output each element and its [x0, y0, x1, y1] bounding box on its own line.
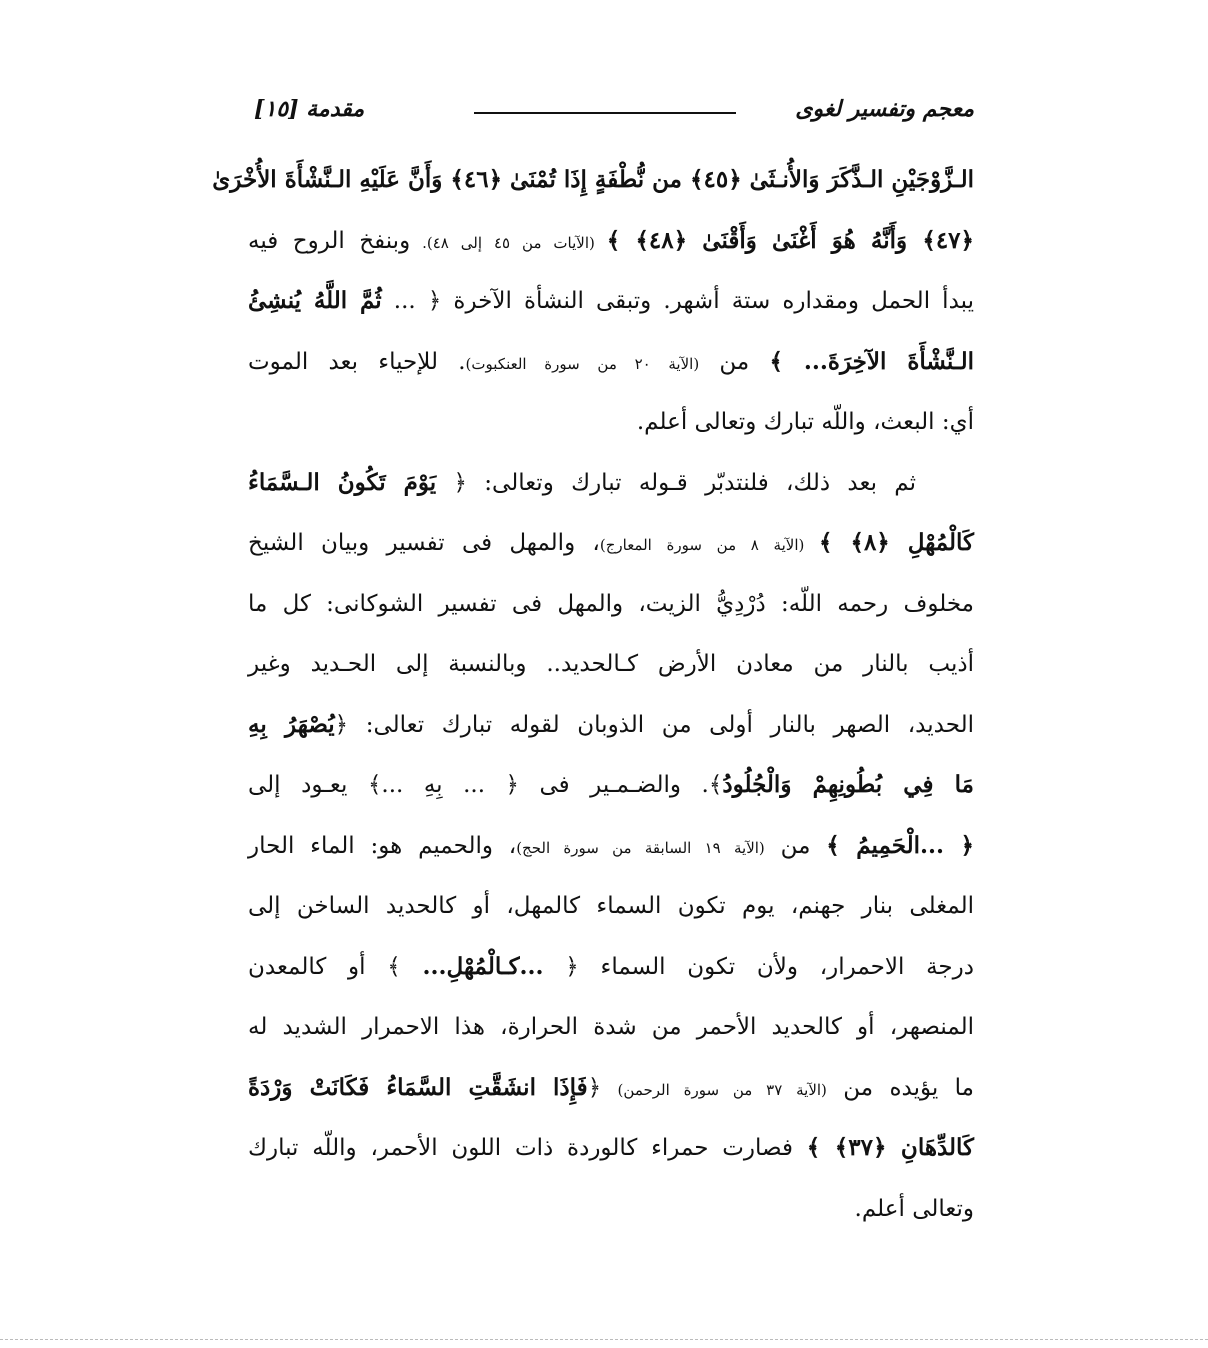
- text-segment: أي: البعث، واللّه تبارك وتعالى أعلم.: [636, 409, 974, 435]
- quran-verse: فَإِذَا انشَقَّتِ السَّمَاءُ فَكَانَتْ وَرْدَةً: [248, 1073, 588, 1101]
- text-line: [248, 1179, 974, 1240]
- quran-verse: يُصْهَرُ بِهِ: [248, 710, 335, 738]
- text-line: [248, 1118, 974, 1179]
- verse-reference: (الآية ٢٠ من سورة العنكبوت): [465, 354, 700, 373]
- text-segment: من: [699, 348, 770, 375]
- running-header: [248, 92, 974, 132]
- text-segment: درجة الاحمرار، ولأن تكون السماء ﴿: [543, 953, 974, 980]
- text-line: [248, 876, 974, 937]
- text-line: [248, 937, 974, 998]
- quran-verse: ثُمَّ اللَّهُ يُنشِئُ: [248, 287, 382, 314]
- verse-reference: (الآية ١٩ السابقة من سورة الحج): [516, 838, 765, 857]
- text-line: [248, 211, 974, 272]
- text-segment: أذيب بالنار من معادن الأرض كـالحديد.. وبالنسبة إلى الحـديد وغير: [248, 651, 974, 677]
- text-segment: المغلى بنار جهنم، يوم تكون السماء كالمهل، أو كالحديد الساخن إلى: [248, 893, 974, 919]
- text-segment: وبنفخ الروح فيه: [248, 227, 411, 254]
- quran-verse: الـزَّوْجَيْنِ الـذَّكَرَ وَالأُنـثَىٰ ﴿٤٥﴾ من نُّطْفَةٍ إِذَا تُمْنَىٰ ﴿٤٦﴾ وَأَنَّ عَلَيْهِ الـنَّشْأَةَ الأُخْرَىٰ: [212, 166, 974, 193]
- book-title: معجم وتفسير لغوى: [795, 96, 974, 122]
- text-line: [248, 574, 974, 635]
- text-segment: ما يؤيده من: [826, 1074, 974, 1101]
- text-segment: يبدأ الحمل ومقداره ستة أشهر. وتبقى النشأة الآخرة ﴿ ...: [381, 288, 974, 314]
- quran-verse: ...كـالْمُهْلِ...: [422, 952, 544, 980]
- text-line: [248, 755, 974, 816]
- text-segment: ، والحميم هو: الماء الحار: [248, 832, 517, 859]
- text-line: [248, 332, 974, 393]
- text-line: [248, 997, 974, 1058]
- quran-verse: كَالْمُهْلِ ﴿٨﴾ ﴾: [819, 529, 974, 556]
- quran-verse: كَالدِّهَانِ ﴿٣٧﴾ ﴾: [806, 1134, 975, 1161]
- text-segment: فصارت حمراء كالوردة ذات اللون الأحمر، واللّه تبارك: [248, 1135, 807, 1161]
- text-segment: ﴾. والضـمـير فى ﴿ ... بِهِ ...﴾ يعـود إلى: [248, 772, 723, 798]
- text-line: [248, 392, 974, 453]
- verse-reference: (الآية ٣٧ من سورة الرحمن): [617, 1080, 827, 1099]
- text-line: [212, 150, 974, 211]
- text-line: [248, 453, 974, 514]
- text-segment: . للإحياء بعد الموت: [248, 348, 466, 375]
- header-rule: [474, 112, 736, 114]
- quran-verse: الـنَّشْأَةَ الآخِرَةَ... ﴾: [769, 347, 974, 375]
- text-line: [248, 634, 974, 695]
- text-segment: المنصهر، أو كالحديد الأحمر من شدة الحرارة، هذا الاحمرار الشديد له: [248, 1014, 974, 1040]
- text-segment: من: [764, 832, 827, 859]
- text-segment: الحديد، الصهر بالنار أولى من الذوبان لقوله تبارك تعالى: ﴿: [334, 711, 974, 738]
- body-text: [212, 150, 975, 1239]
- text-segment: ثم بعد ذلك، فلنتدبّر قـوله تبارك وتعالى: ﴿: [436, 469, 916, 496]
- text-line: [248, 271, 974, 332]
- text-line: [248, 513, 974, 574]
- quran-verse: يَوْمَ تَكُونُ الـسَّمَاءُ: [248, 468, 437, 496]
- verse-reference: (الآية ٨ من سورة المعارج): [599, 536, 820, 554]
- verse-reference: (الآيات من ٤٥ إلى ٤٨).: [410, 233, 607, 252]
- text-segment: ﴿: [587, 1074, 618, 1101]
- quran-verse: ﴿ ...الْحَمِيمُ ﴾: [826, 831, 975, 859]
- quran-verse: ﴿٤٧﴾ وَأَنَّهُ هُوَ أَغْنَىٰ وَأَقْنَىٰ ﴿٤٨﴾ ﴾: [606, 226, 975, 254]
- page-bottom-rule: [0, 1339, 1208, 1340]
- text-segment: مخلوف رحمه اللّه: دُرْدِيُّ الزيت، والمهل فى تفسير الشوكانى: كل ما: [248, 590, 974, 617]
- text-segment: ﴾ أو كالمعدن: [248, 953, 423, 980]
- text-segment: وتعالى أعلم.: [854, 1195, 974, 1222]
- section-page-label: مقدمة [١٥]: [254, 96, 365, 122]
- text-line: [248, 816, 974, 877]
- text-segment: ، والمهل فى تفسير وبيان الشيخ: [248, 530, 600, 556]
- text-line: [248, 695, 974, 756]
- text-line: [248, 1058, 974, 1119]
- document-page: [212, 92, 975, 1252]
- quran-verse: مَا فِي بُطُونِهِمْ وَالْجُلُودُ: [722, 771, 974, 798]
